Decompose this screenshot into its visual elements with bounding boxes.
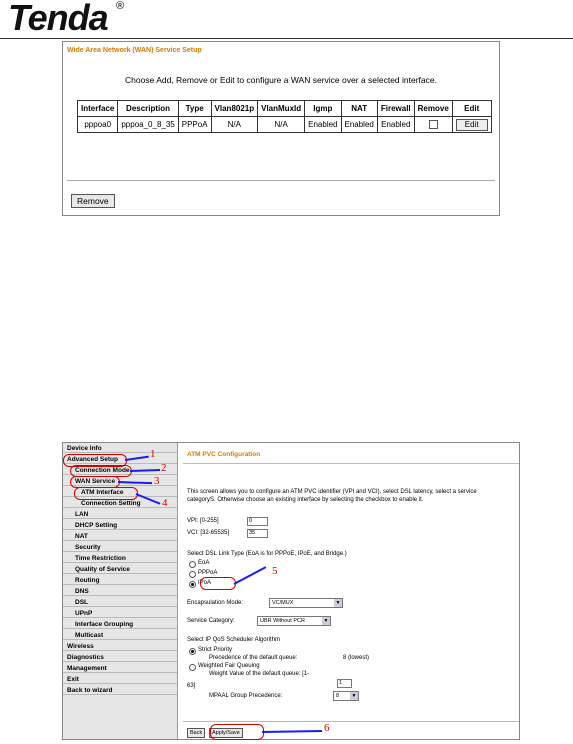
- column-header: Igmp: [305, 101, 341, 117]
- sidebar-item-connection-setting[interactable]: Connection Setting: [81, 500, 141, 507]
- column-header: Remove: [414, 101, 452, 117]
- sidebar-item-nat[interactable]: NAT: [75, 533, 88, 540]
- callout-number: 1: [150, 448, 156, 460]
- ipoa-label: IPoA: [198, 580, 212, 586]
- sidebar-item-device-info[interactable]: Device Info: [67, 445, 102, 452]
- callout-ring-atm-interface: [74, 487, 138, 500]
- mpaal-label: MPAAL Group Precedence:: [209, 693, 283, 699]
- sidebar-item-security[interactable]: Security: [75, 544, 101, 551]
- table-cell: pppoa0: [78, 117, 118, 133]
- callout-ring-ipoa: [200, 577, 236, 590]
- sidebar-item-dhcp-setting[interactable]: DHCP Setting: [75, 522, 118, 529]
- description-line: categoryS. Otherwise choose an existing interface by selecting the checkbox to enable it.: [187, 497, 424, 503]
- table-cell: PPPoA: [178, 117, 211, 133]
- wan-service-table: [77, 100, 492, 133]
- sidebar-item-atm-interface[interactable]: ATM Interface: [81, 489, 124, 496]
- table-cell: Enabled: [341, 117, 377, 133]
- column-header: Interface: [78, 101, 118, 117]
- remove-checkbox[interactable]: [429, 120, 438, 129]
- wan-service-screenshot: [62, 41, 500, 216]
- divider: [183, 463, 519, 464]
- description-line: This screen allows you to configure an ATM PVC identifier (VPI and VCI), select DSL latency, select a service: [187, 489, 477, 495]
- wan-instruction: Choose Add, Remove or Edit to configure a WAN service over a selected interface.: [125, 75, 437, 85]
- sidebar-item-wan-service[interactable]: WAN Service: [75, 478, 116, 485]
- encapsulation-value: VC/MUX: [272, 600, 294, 606]
- callout-number: 5: [272, 565, 278, 577]
- wfq-weight-label: Weight Value of the default queue: [1-: [209, 671, 310, 677]
- mpaal-value: 8: [336, 693, 340, 699]
- pppoa-radio[interactable]: [189, 571, 196, 578]
- vci-label: VCI: [32-65535]: [187, 530, 230, 536]
- service-category-label: Service Category:: [187, 618, 235, 624]
- wfq-radio[interactable]: [189, 664, 196, 671]
- sidebar-item-diagnostics[interactable]: Diagnostics: [67, 654, 104, 661]
- vci-input[interactable]: 35: [247, 529, 268, 538]
- sidebar-item-dsl[interactable]: DSL: [75, 599, 88, 606]
- remove-cell: [414, 117, 452, 133]
- column-header: Vlan8021p: [211, 101, 258, 117]
- table-cell: pppoa_0_8_35: [118, 117, 178, 133]
- table-cell: Enabled: [305, 117, 341, 133]
- edit-button[interactable]: Edit: [456, 119, 488, 131]
- column-header: Firewall: [377, 101, 414, 117]
- sidebar-item-exit[interactable]: Exit: [67, 676, 79, 683]
- service-category-value: UBR Without PCR: [260, 618, 305, 624]
- back-button[interactable]: Back: [187, 728, 205, 738]
- sidebar-item-advanced-setup[interactable]: Advanced Setup: [67, 456, 118, 463]
- callout-ring-apply-save: [210, 724, 264, 740]
- strict-precedence-value: 8 (lowest): [343, 655, 370, 661]
- tenda-logo: Tenda: [8, 0, 108, 38]
- chevron-down-icon: ▼: [335, 600, 341, 606]
- remove-button[interactable]: Remove: [71, 194, 115, 208]
- chevron-down-icon: ▼: [323, 618, 329, 624]
- header-divider: [0, 38, 573, 39]
- strict-precedence-label: Precedence of the default queue:: [209, 655, 298, 661]
- table-header-row: [78, 101, 492, 117]
- strict-priority-radio[interactable]: [189, 648, 196, 655]
- sidebar-item-connection-mode[interactable]: Connection Mode: [75, 467, 130, 474]
- callout-number: 4: [162, 497, 168, 509]
- sidebar-item-management[interactable]: Management: [67, 665, 107, 672]
- callout-number: 3: [154, 475, 160, 487]
- column-header: Type: [178, 101, 211, 117]
- sidebar-item-multicast[interactable]: Multicast: [75, 632, 104, 639]
- callout-number: 6: [324, 722, 330, 734]
- sidebar-item-lan[interactable]: LAN: [75, 511, 89, 518]
- vpi-input[interactable]: 0: [247, 517, 268, 526]
- wfq-weight-range-end: 63]: [187, 683, 196, 689]
- service-category-select[interactable]: [257, 616, 331, 626]
- ipoa-radio[interactable]: [189, 581, 196, 588]
- qos-label: Select IP QoS Scheduler Algorithm: [187, 637, 280, 643]
- mpaal-select[interactable]: [333, 691, 359, 701]
- table-row: [78, 117, 492, 133]
- sidebar-item-wireless[interactable]: Wireless: [67, 643, 94, 650]
- chevron-down-icon: ▼: [351, 693, 357, 699]
- atm-page-title: ATM PVC Configuration: [187, 451, 261, 458]
- sidebar-item-dns[interactable]: DNS: [75, 588, 89, 595]
- column-header: NAT: [341, 101, 377, 117]
- edit-cell: [452, 117, 491, 133]
- divider: [67, 180, 495, 181]
- callout-number: 2: [161, 462, 167, 474]
- sidebar-item-upnp[interactable]: UPnP: [75, 610, 93, 617]
- link-type-label: Select DSL Link Type (EoA is for PPPoE, IPoE, and Bridge.): [187, 551, 347, 557]
- sidebar-item-back-to-wizard[interactable]: Back to wizard: [67, 687, 113, 694]
- strict-priority-label: Strict Priority: [198, 647, 233, 653]
- column-header: VlanMuxId: [258, 101, 305, 117]
- pppoa-label: PPPoA: [198, 570, 218, 576]
- sidebar-item-quality-of-service[interactable]: Quality of Service: [75, 566, 130, 573]
- eoa-label: EoA: [198, 560, 210, 566]
- sidebar-item-routing[interactable]: Routing: [75, 577, 100, 584]
- sidebar-item-time-restriction[interactable]: Time Restriction: [75, 555, 126, 562]
- column-header: Description: [118, 101, 178, 117]
- registered-mark: ®: [116, 0, 125, 12]
- wan-page-title: Wide Area Network (WAN) Service Setup: [67, 47, 202, 54]
- eoa-radio[interactable]: [189, 561, 196, 568]
- table-cell: N/A: [258, 117, 305, 133]
- encapsulation-select[interactable]: [269, 598, 343, 608]
- wfq-label: Weighted Fair Queuing: [198, 663, 260, 669]
- vpi-label: VPI: [0-255]: [187, 518, 219, 524]
- divider: [183, 721, 519, 722]
- encapsulation-label: Encapsulation Mode:: [187, 600, 244, 606]
- sidebar-item-interface-grouping[interactable]: Interface Grouping: [75, 621, 134, 628]
- wfq-weight-input[interactable]: 1: [337, 679, 352, 688]
- atm-content: [183, 443, 519, 739]
- column-header: Edit: [452, 101, 491, 117]
- apply-save-button[interactable]: Apply/Save: [209, 728, 243, 738]
- table-cell: Enabled: [377, 117, 414, 133]
- table-cell: N/A: [211, 117, 258, 133]
